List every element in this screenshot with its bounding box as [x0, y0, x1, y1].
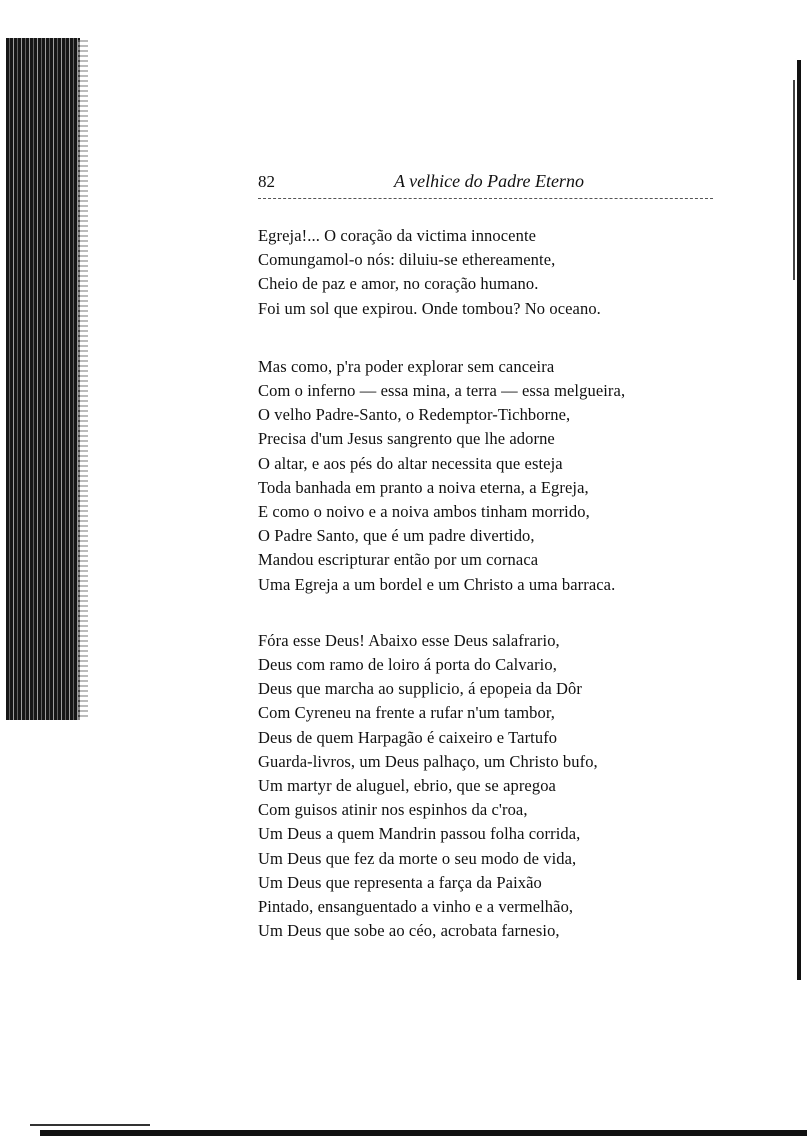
scan-left-edge-fade	[78, 40, 88, 720]
verse-line: Precisa d'um Jesus sangrento que lhe adorne	[258, 429, 555, 449]
verse-line: Com guisos atinir nos espinhos da c'roa,	[258, 800, 528, 820]
verse-line: Uma Egreja a um bordel e um Christo a uma barraca.	[258, 574, 616, 594]
verse-line: Guarda-livros, um Deus palhaço, um Christo bufo,	[258, 751, 598, 771]
verse-line: Um Deus que fez da morte o seu modo de vida,	[258, 848, 577, 868]
verse-line: Foi um sol que expirou. Onde tombou? No oceano.	[258, 298, 601, 318]
verse-line: Fóra esse Deus! Abaixo esse Deus salafrario,	[258, 630, 560, 650]
verse-line: Mandou escripturar então por um cornaca	[258, 550, 539, 570]
verse-line: Deus com ramo de loiro á porta do Calvario,	[258, 655, 557, 675]
scan-bottom-edge	[40, 1130, 807, 1136]
verse-line: Cheio de paz e amor, no coração humano.	[258, 274, 539, 294]
verse-line: Com o inferno — essa mina, a terra — essa melgueira,	[258, 381, 626, 401]
verse-line: E como o noivo e a noiva ambos tinham morrido,	[258, 502, 590, 522]
scan-right-edge-mark	[793, 80, 795, 280]
verse-line: Mas como, p'ra poder explorar sem canceira	[258, 356, 555, 376]
verse-line: Toda banhada em pranto a noiva eterna, a Egreja,	[258, 477, 589, 497]
scan-bottom-edge-mark	[30, 1124, 150, 1126]
verse-line: O altar, e aos pés do altar necessita que esteja	[258, 453, 563, 473]
verse-line: Pintado, ensanguentado a vinho e a vermelhão,	[258, 897, 574, 917]
verse-line: Comungamol-o nós: diluiu-se ethereamente,	[258, 250, 556, 270]
scan-right-edge	[797, 60, 801, 980]
verse-line: O velho Padre-Santo, o Redemptor-Tichborne,	[258, 405, 571, 425]
verse-line: Um Deus que sobe ao céo, acrobata farnesio,	[258, 921, 560, 941]
stanza-3	[258, 629, 738, 944]
stanza-gap	[258, 597, 738, 629]
verse-line: Um Deus que representa a farça da Paixão	[258, 872, 542, 892]
page-number: 82	[258, 172, 275, 191]
stanza-1	[258, 224, 738, 321]
verse-line: O Padre Santo, que é um padre divertido,	[258, 526, 535, 546]
page-header	[258, 168, 713, 199]
stanza-gap	[258, 321, 738, 355]
verse-line: Deus de quem Harpagão é caixeiro e Tartufo	[258, 727, 558, 747]
poem-body	[258, 224, 738, 943]
stanza-2	[258, 355, 738, 597]
verse-line: Com Cyreneu na frente a rufar n'um tambor,	[258, 703, 555, 723]
verse-line: Egreja!... O coração da victima innocente	[258, 226, 537, 245]
scan-left-edge	[6, 38, 80, 720]
running-title: A velhice do Padre Eterno	[394, 171, 584, 191]
verse-line: Um Deus a quem Mandrin passou folha corrida,	[258, 824, 581, 844]
verse-line: Deus que marcha ao supplicio, á epopeia da Dôr	[258, 679, 582, 699]
verse-line: Um martyr de aluguel, ebrio, que se apregoa	[258, 776, 556, 796]
